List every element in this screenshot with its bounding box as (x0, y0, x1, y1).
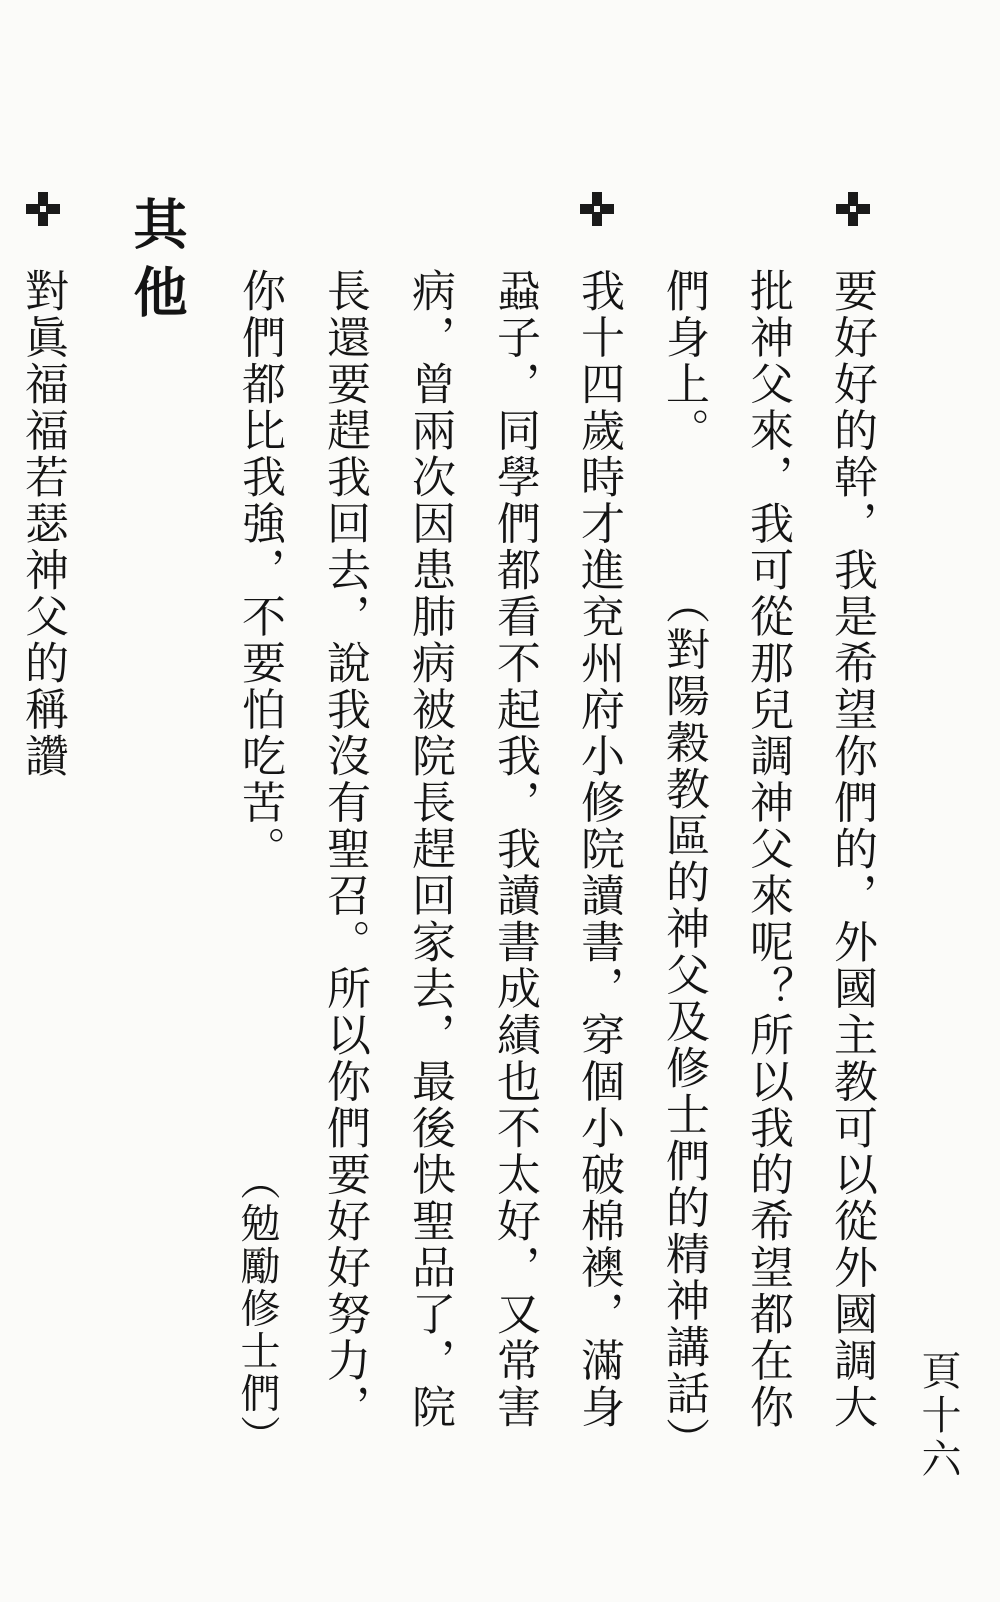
attribution: （對陽穀教區的神父及修士們的精神講話） (658, 580, 709, 1464)
cross-bullet-icon (580, 192, 614, 226)
text-column: 蝨子，同學們都看不起我，我讀書成績也不太好，又常害 (489, 268, 540, 1431)
text-column: 批神父來，我可從那兒調神父來呢？所以我的希望都在你 (742, 268, 793, 1431)
cross-bullet-icon (26, 192, 60, 226)
text-column: 病，曾兩次因患肺病被院長趕回家去，最後快聖品了，院 (404, 268, 455, 1431)
text-column: 對眞福福若瑟神父的稱讚 (17, 268, 68, 780)
text-column: 們身上。 (658, 268, 709, 454)
page-number: 頁十六 (915, 1350, 961, 1482)
text-column: 你們都比我強，不要怕吃苦。 (234, 268, 285, 873)
text-column: 我十四歲時才進兗州府小修院讀書，穿個小破棉襖，滿身 (573, 268, 624, 1431)
section-heading: 其他 (125, 196, 189, 332)
text-column: 長還要趕我回去，說我沒有聖召。所以你們要好好努力， (319, 268, 370, 1431)
attribution: （勉勵修士們） (234, 1160, 280, 1458)
text-column: 要好好的幹，我是希望你們的，外國主教可以從外國調大 (826, 268, 877, 1431)
cross-bullet-icon (836, 192, 870, 226)
